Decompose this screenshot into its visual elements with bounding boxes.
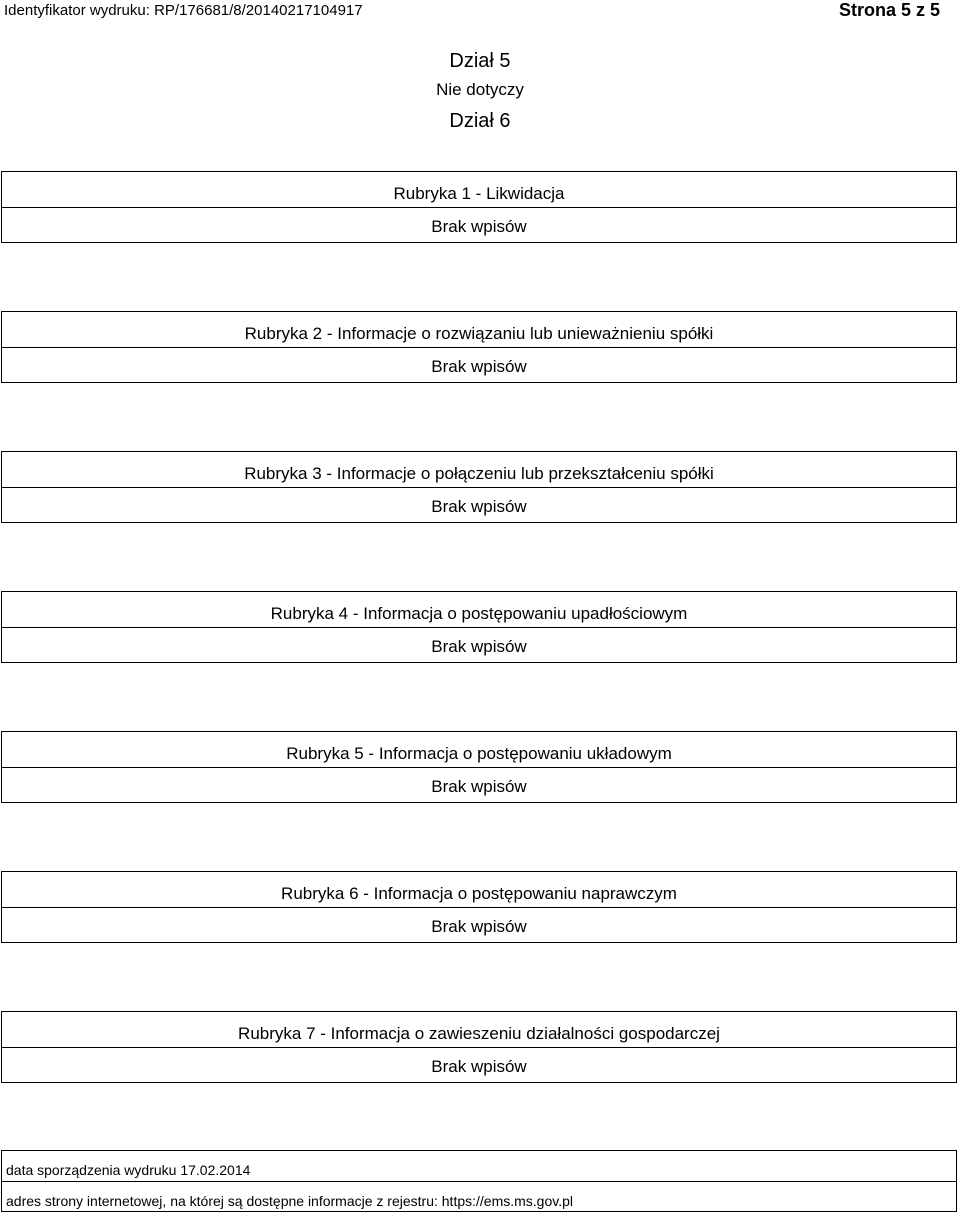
rubryka-content: Brak wpisów: [431, 917, 527, 936]
rubryka-box-7: [1, 1011, 957, 1083]
rubryka-content: Brak wpisów: [431, 777, 527, 796]
rubryka-box-1: [1, 171, 957, 243]
rubryka-content: Brak wpisów: [431, 357, 527, 376]
section-status: Nie dotyczy: [436, 80, 524, 99]
rubryka-content: Brak wpisów: [431, 1057, 527, 1076]
rubryka-title: Rubryka 4 - Informacja o postępowaniu upadłościowym: [2, 592, 956, 628]
rubryka-title: Rubryka 6 - Informacja o postępowaniu naprawczym: [2, 872, 956, 908]
rubryka-title: Rubryka 7 - Informacja o zawieszeniu działalności gospodarczej: [2, 1012, 956, 1048]
rubryka-title: Rubryka 2 - Informacje o rozwiązaniu lub unieważnieniu spółki: [2, 312, 956, 348]
rubryka-content: Brak wpisów: [431, 497, 527, 516]
rubryka-title: Rubryka 5 - Informacja o postępowaniu układowym: [2, 732, 956, 768]
rubryka-title: Rubryka 1 - Likwidacja: [2, 172, 956, 208]
rubryka-content: Brak wpisów: [431, 217, 527, 236]
section-heading-dzial-5: Dział 5: [449, 50, 511, 72]
print-date: data sporządzenia wydruku 17.02.2014: [6, 1162, 251, 1178]
rubryka-box-4: [1, 591, 957, 663]
rubryka-content: Brak wpisów: [431, 637, 527, 656]
page-header: [0, 0, 960, 22]
rubryka-box-3: [1, 451, 957, 523]
rubryka-title: Rubryka 3 - Informacje o połączeniu lub przekształceniu spółki: [2, 452, 956, 488]
registry-address: adres strony internetowej, na której są dostępne informacje z rejestru: https://ems.ms.gov.pl: [2, 1181, 956, 1211]
rubryka-box-2: [1, 311, 957, 383]
section-heading-dzial-6: Dział 6: [449, 110, 511, 132]
page-number: Strona 5 z 5: [838, 0, 940, 20]
rubryka-box-5: [1, 731, 957, 803]
print-identifier: Identyfikator wydruku: RP/176681/8/20140217104917: [4, 2, 363, 19]
print-footer: [1, 1150, 957, 1212]
rubryka-box-6: [1, 871, 957, 943]
